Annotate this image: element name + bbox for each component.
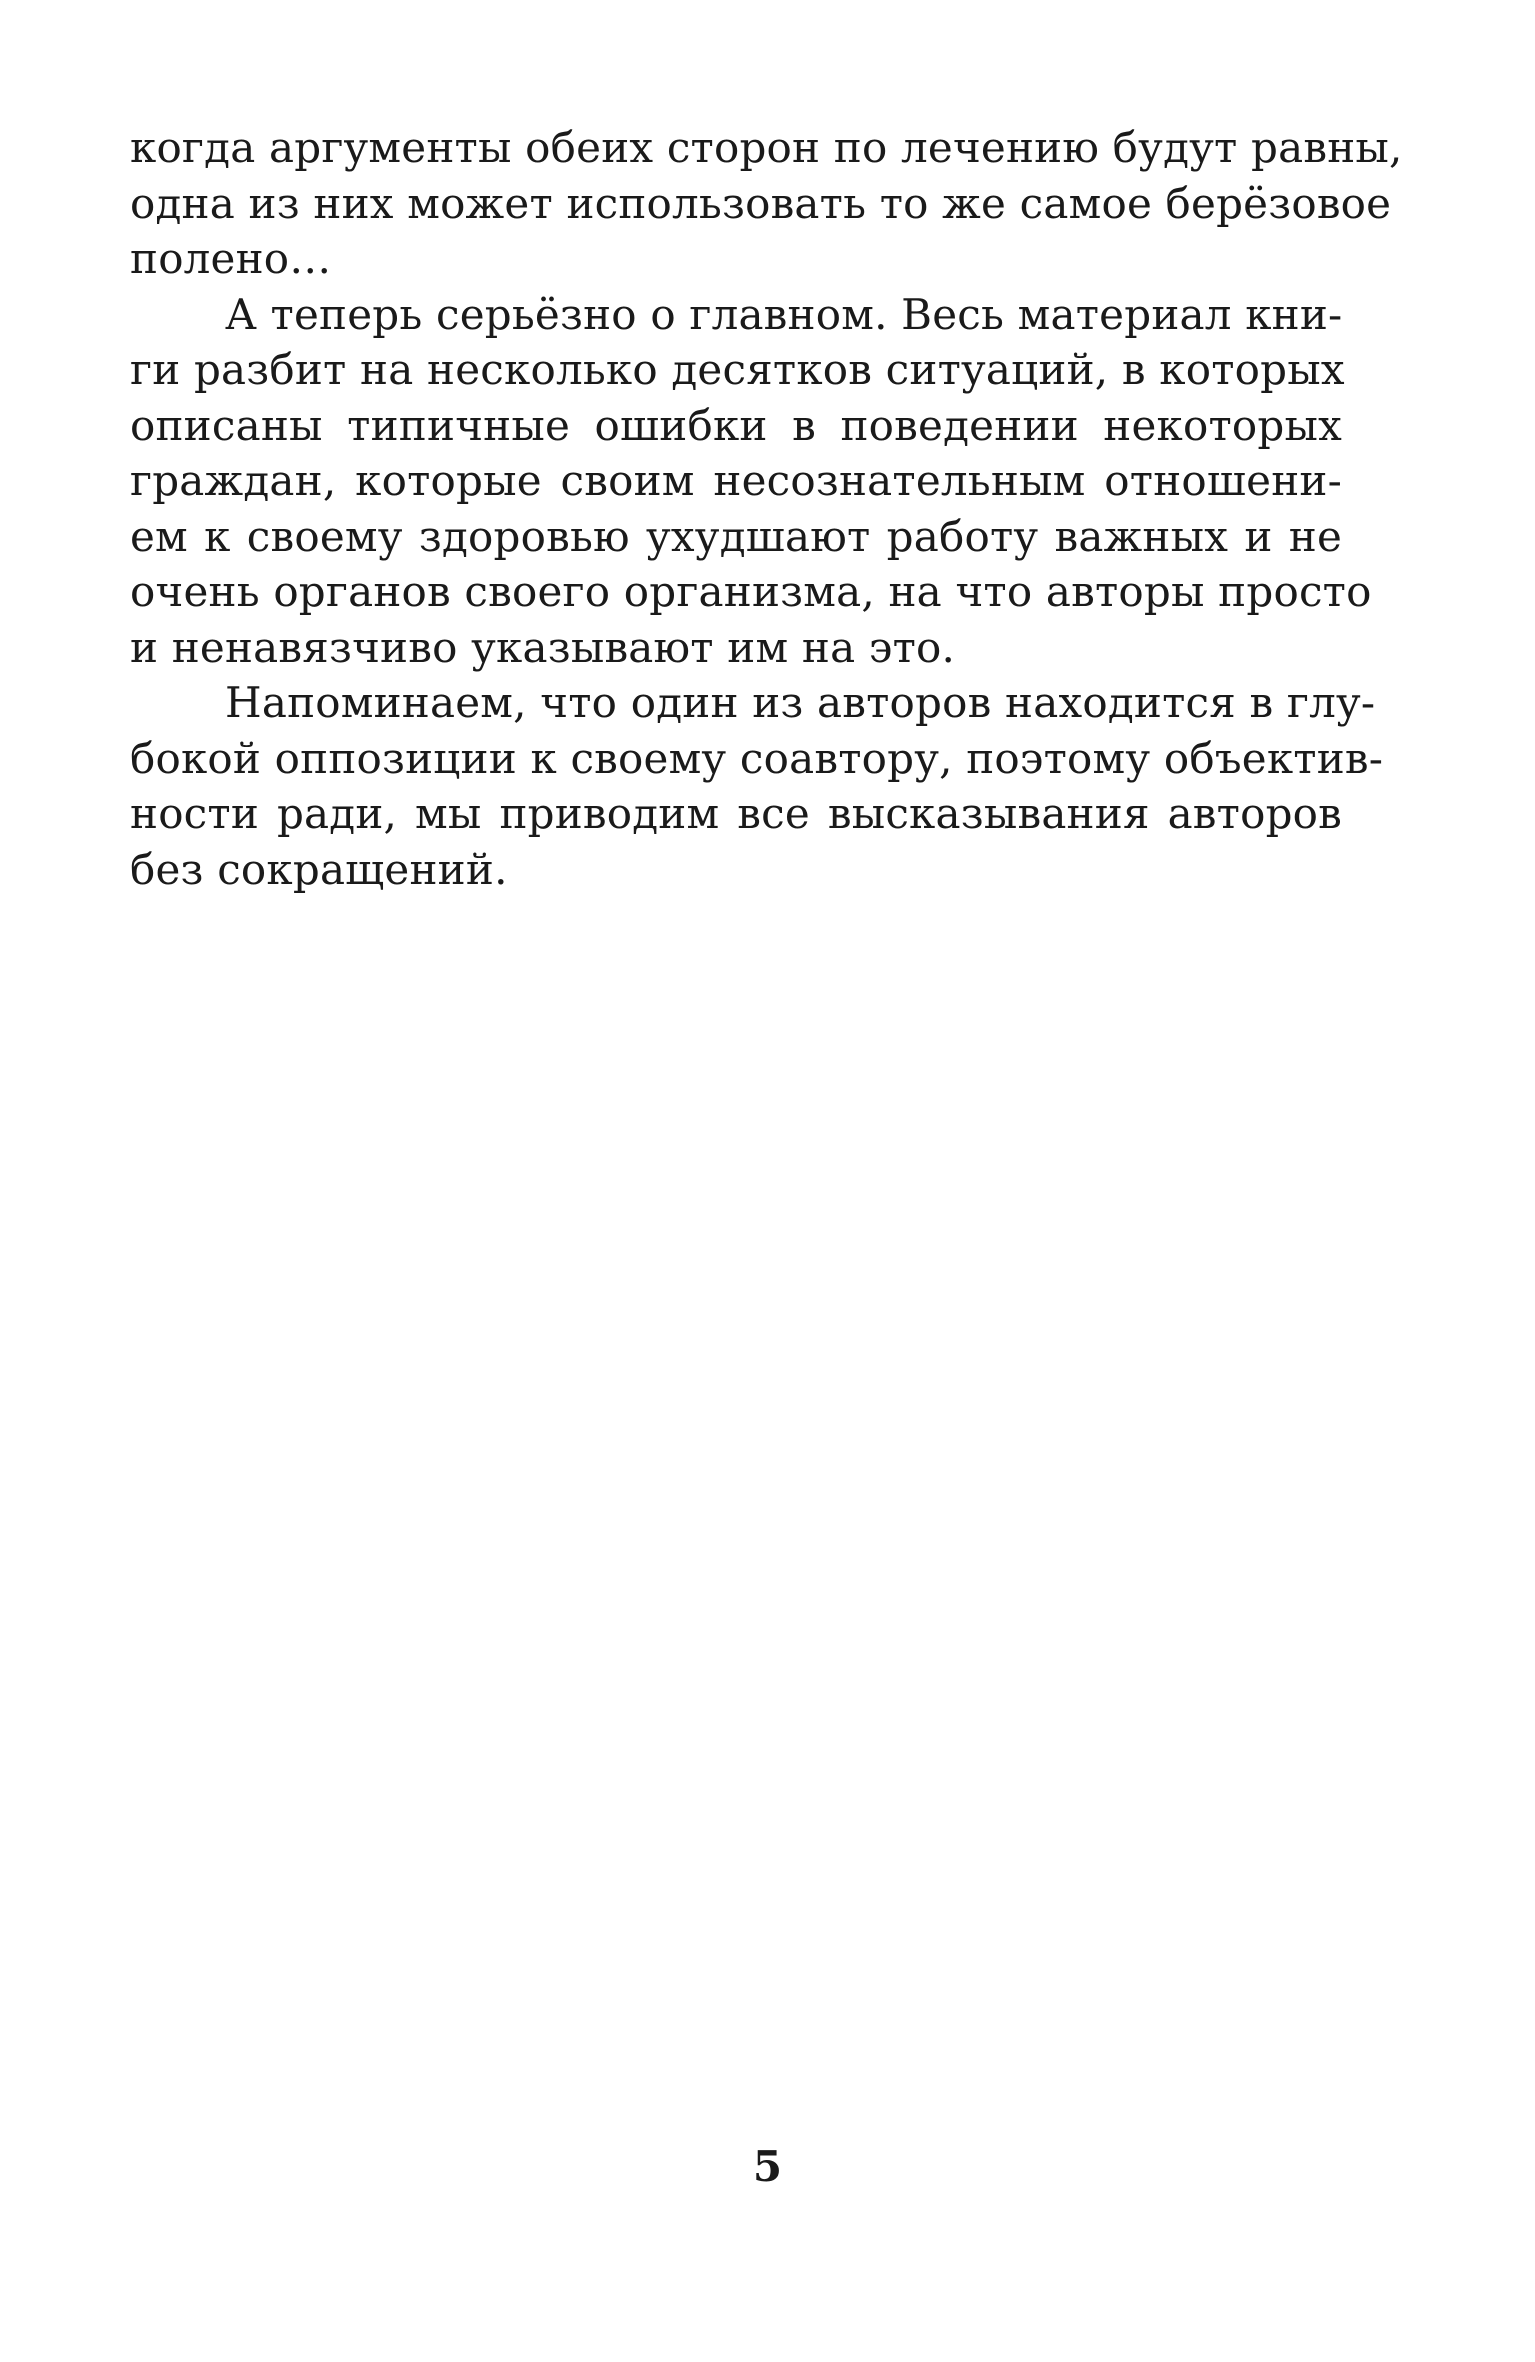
text-line: А теперь серьёзно о главном. Весь материал кни- bbox=[225, 289, 1343, 339]
text-line: ности ради, мы приводим все высказывания авторов bbox=[130, 789, 1342, 838]
text-line: ем к своему здоровью ухудшают работу важных и не bbox=[130, 511, 1342, 561]
text-line: очень органов своего организма, на что авторы просто bbox=[130, 567, 1372, 616]
text-line: граждан, которые своим несознательным отношени- bbox=[130, 456, 1342, 505]
text-line: без сокращений. bbox=[130, 844, 508, 894]
text-line: описаны типичные ошибки в поведении некоторых bbox=[130, 400, 1342, 450]
text-line: одна из них может использовать то же самое берёзовое bbox=[130, 178, 1392, 228]
text-line: бокой оппозиции к своему соавтору, поэтому объектив- bbox=[130, 733, 1384, 783]
body-text bbox=[130, 120, 1403, 897]
text-line: ги разбит на несколько десятков ситуаций, в которых bbox=[130, 345, 1345, 394]
text-line: когда аргументы обеих сторон по лечению будут равны, bbox=[130, 123, 1403, 172]
text-line: и ненавязчиво указывают им на это. bbox=[130, 622, 956, 672]
text-line: Напоминаем, что один из авторов находится в глу- bbox=[225, 678, 1376, 727]
paragraph-3 bbox=[130, 675, 1384, 897]
paragraph-1 bbox=[130, 120, 1403, 287]
page-number: 5 bbox=[752, 2142, 783, 2191]
text-line: полено… bbox=[130, 234, 332, 283]
paragraph-2 bbox=[130, 287, 1372, 676]
